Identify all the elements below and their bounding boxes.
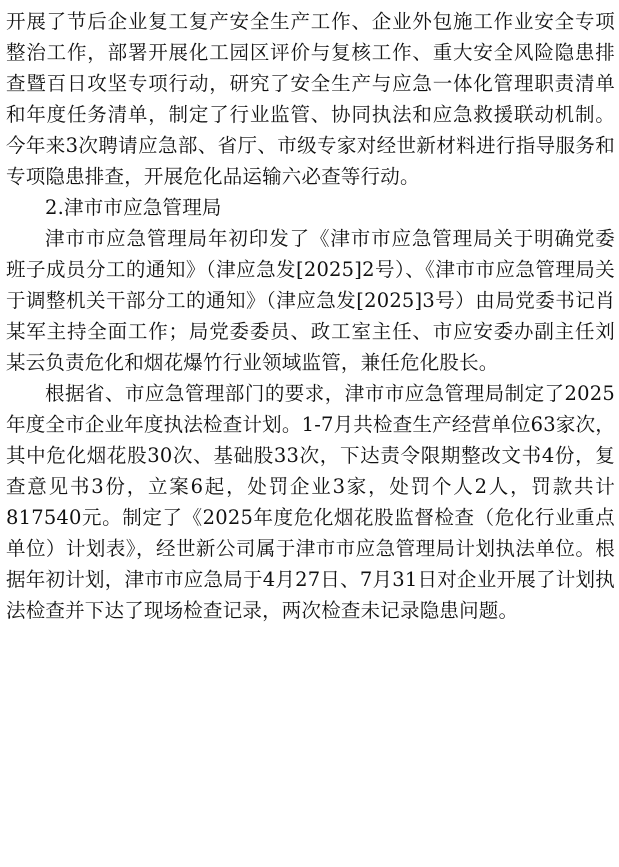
paragraph-continuation: 开展了节后企业复工复产安全生产工作、企业外包施工作业安全专项整治工作，部署开展化工园区评价与复核工作、重大安全风险隐患排查暨百日攻坚专项行动，研究了安全生产与应急一体化管理职责清单和年度任务清单，制定了行业监管、协同执法和应急救援联动机制。今年来3次聘请应急部、省厅、市级专家对经世新材料进行指导服务和专项隐患排查，开展危化品运输六必查等行动。: [6, 10, 615, 188]
paragraph-division-of-duties: 津市市应急管理局年初印发了《津市市应急管理局关于明确党委班子成员分工的通知》（津应急发[2025]2号）、《津市市应急管理局关于调整机关干部分工的通知》（津应急发[2025]3号）由局党委书记肖某军主持全面工作；局党委委员、政工室主任、市应安委办副主任刘某云负责危化和烟花爆竹行业领域监管，兼任危化股长。: [6, 227, 615, 374]
section-heading: 2.津市市应急管理局: [45, 196, 222, 219]
paragraph-inspection-plan: 根据省、市应急管理部门的要求，津市市应急管理局制定了2025年度全市企业年度执法检查计划。1-7月共检查生产经营单位63家次，其中危化烟花股30次、基础股33次，下达责令限期整改文书4份，复查意见书3份，立案6起，处罚企业3家，处罚个人2人，罚款共计817540元。制定了《2025年度危化烟花股监督检查（危化行业重点单位）计划表》，经世新公司属于津市市应急管理局计划执法单位。根据年初计划，津市市应急局于4月27日、7月31日对企业开展了计划执法检查并下达了现场检查记录，两次检查未记录隐患问题。: [6, 382, 615, 622]
